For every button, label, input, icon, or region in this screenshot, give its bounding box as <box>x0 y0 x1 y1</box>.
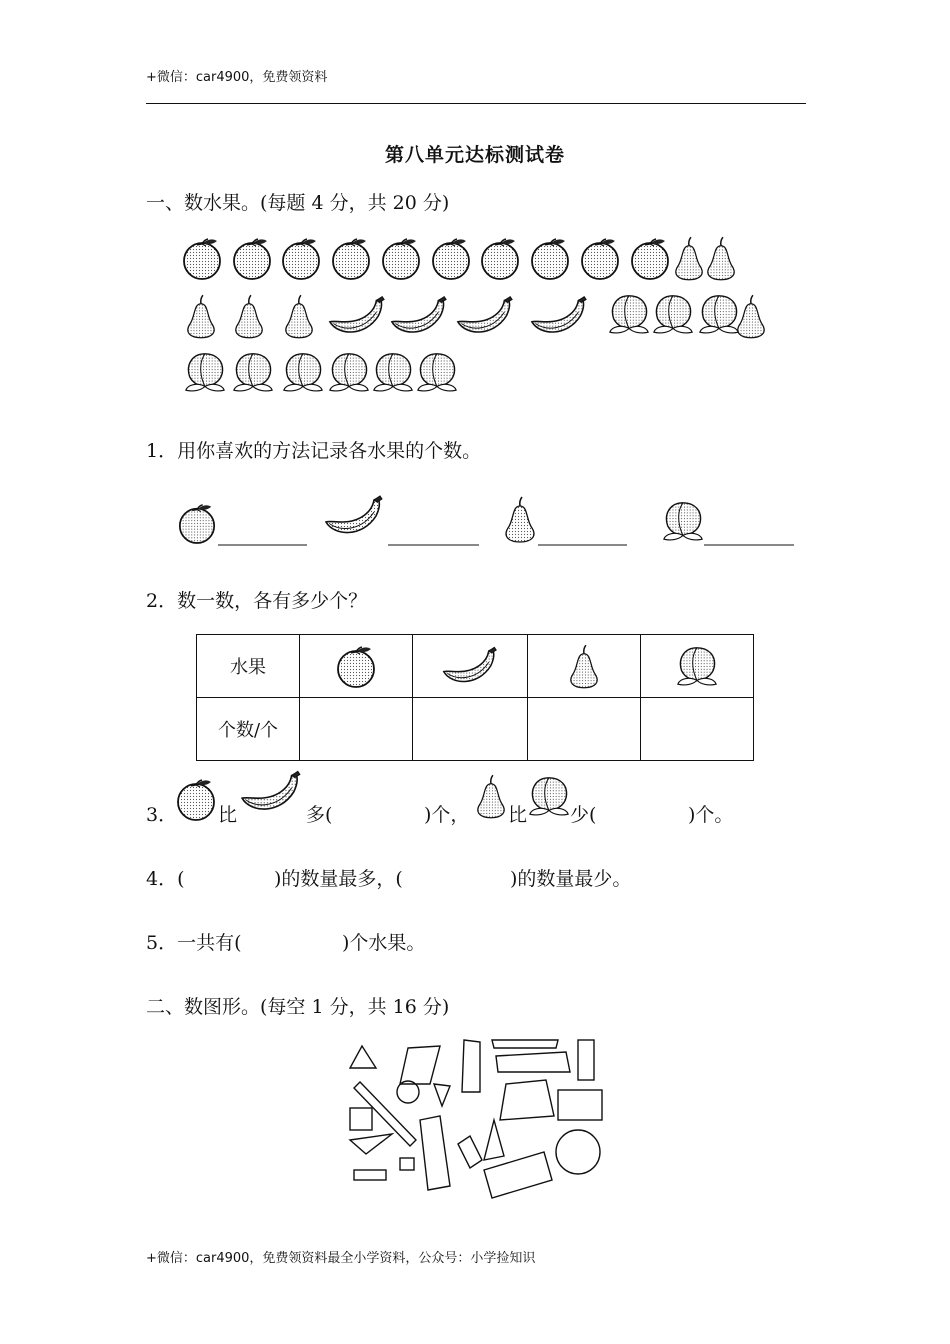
table-cell <box>528 635 641 698</box>
q3-number: 3． <box>146 804 178 826</box>
circle-shape <box>556 1130 600 1174</box>
q5-end: )个水果。 <box>342 932 426 954</box>
orange-icon <box>334 643 378 689</box>
peach-icon <box>374 354 412 391</box>
question-1: 1．用你喜欢的方法记录各水果的个数。 <box>146 440 482 462</box>
orange-icon <box>632 239 668 279</box>
banana-icon <box>440 643 500 689</box>
table-cell <box>300 635 413 698</box>
pear-icon <box>188 295 214 338</box>
orange-icon <box>234 239 270 279</box>
q3-shao: 少( <box>570 804 597 826</box>
square-shape <box>458 1136 482 1168</box>
q3-ge-1: )个， <box>424 804 470 826</box>
orange-icon <box>383 239 419 279</box>
table-cell <box>641 635 754 698</box>
banana-icon <box>326 496 382 533</box>
q3-ge-2: )个。 <box>688 804 734 826</box>
q3-bi-2: 比 <box>508 804 528 826</box>
question-2: 2．数一数，各有多少个？ <box>146 590 368 612</box>
orange-icon <box>582 239 618 279</box>
page-title: 第八单元达标测试卷 <box>384 144 565 166</box>
section2-heading: 二、数图形。(每空 1 分，共 16 分) <box>146 996 450 1018</box>
banana-count-cell[interactable] <box>413 698 528 761</box>
trapezoid-shape <box>496 1052 570 1072</box>
pear-icon <box>567 642 601 690</box>
rectangle-shape <box>558 1090 602 1120</box>
orange-icon <box>283 239 319 279</box>
peach-icon <box>526 772 572 820</box>
triangle-shape <box>350 1134 392 1154</box>
orange-icon <box>482 239 518 279</box>
peach-icon <box>186 354 224 391</box>
q5-prefix: 5．一共有( <box>146 932 242 954</box>
parallelogram-shape <box>400 1046 440 1084</box>
rectangle-shape <box>578 1040 594 1080</box>
banana-icon <box>238 766 304 818</box>
pear-icon <box>286 295 312 338</box>
peach-count-cell[interactable] <box>641 698 754 761</box>
strip-shape <box>492 1040 558 1048</box>
shapes-figure <box>346 1036 606 1202</box>
fruit-picture <box>180 236 780 402</box>
pear-icon <box>708 237 734 280</box>
peach-icon <box>418 354 456 391</box>
header-note: +微信：car4900，免费领资料 <box>146 70 328 85</box>
rectangle-shape <box>484 1152 552 1198</box>
table-row <box>197 698 754 761</box>
q1-answer-row <box>176 490 796 550</box>
rectangle-shape <box>462 1040 480 1092</box>
q4-end: )的数量最少。 <box>510 868 632 890</box>
quadrilateral-shape <box>500 1080 554 1120</box>
banana-icon <box>330 297 384 332</box>
table-header-cell: 水果 <box>197 635 300 698</box>
peach-icon <box>654 296 692 333</box>
orange-icon <box>333 239 369 279</box>
banana-icon <box>458 297 512 332</box>
square-shape <box>350 1108 372 1130</box>
peach-icon <box>674 642 720 690</box>
question-5 <box>146 928 806 956</box>
table-cell <box>413 635 528 698</box>
rectangle-shape <box>354 1170 386 1180</box>
rectangle-shape <box>420 1116 450 1190</box>
orange-count-cell[interactable] <box>300 698 413 761</box>
pear-icon <box>738 295 764 338</box>
triangle-shape <box>434 1084 450 1106</box>
question-4 <box>146 864 806 892</box>
q4-prefix: 4．( <box>146 868 185 890</box>
banana-icon <box>532 297 586 332</box>
orange-icon <box>174 776 218 822</box>
pear-icon <box>506 497 534 542</box>
table-row <box>197 635 754 698</box>
footer-note: +微信：car4900，免费领资料最全小学资料，公众号：小学捡知识 <box>146 1251 536 1266</box>
q3-bi-1: 比 <box>218 804 238 826</box>
square-shape <box>400 1158 414 1170</box>
peach-icon <box>330 354 368 391</box>
q3-duo: 多( <box>306 804 333 826</box>
peach-icon <box>234 354 272 391</box>
peach-icon <box>284 354 322 391</box>
triangle-shape <box>484 1120 504 1160</box>
pear-icon <box>236 295 262 338</box>
peach-icon <box>700 296 738 333</box>
fruit-count-table <box>196 634 754 761</box>
section1-heading: 一、数水果。(每题 4 分，共 20 分) <box>146 192 450 214</box>
triangle-shape <box>350 1046 376 1068</box>
orange-icon <box>433 239 469 279</box>
peach-icon <box>664 503 702 540</box>
pear-icon <box>474 772 508 820</box>
orange-icon <box>180 505 214 543</box>
pear-icon <box>676 237 702 280</box>
header-divider <box>146 103 806 104</box>
pear-count-cell[interactable] <box>528 698 641 761</box>
peach-icon <box>610 296 648 333</box>
banana-icon <box>392 297 446 332</box>
orange-icon <box>184 239 220 279</box>
table-header-cell: 个数/个 <box>197 698 300 761</box>
question-3 <box>146 766 806 828</box>
q4-mid: )的数量最多，( <box>274 868 403 890</box>
orange-icon <box>532 239 568 279</box>
strip-shape <box>354 1082 416 1146</box>
